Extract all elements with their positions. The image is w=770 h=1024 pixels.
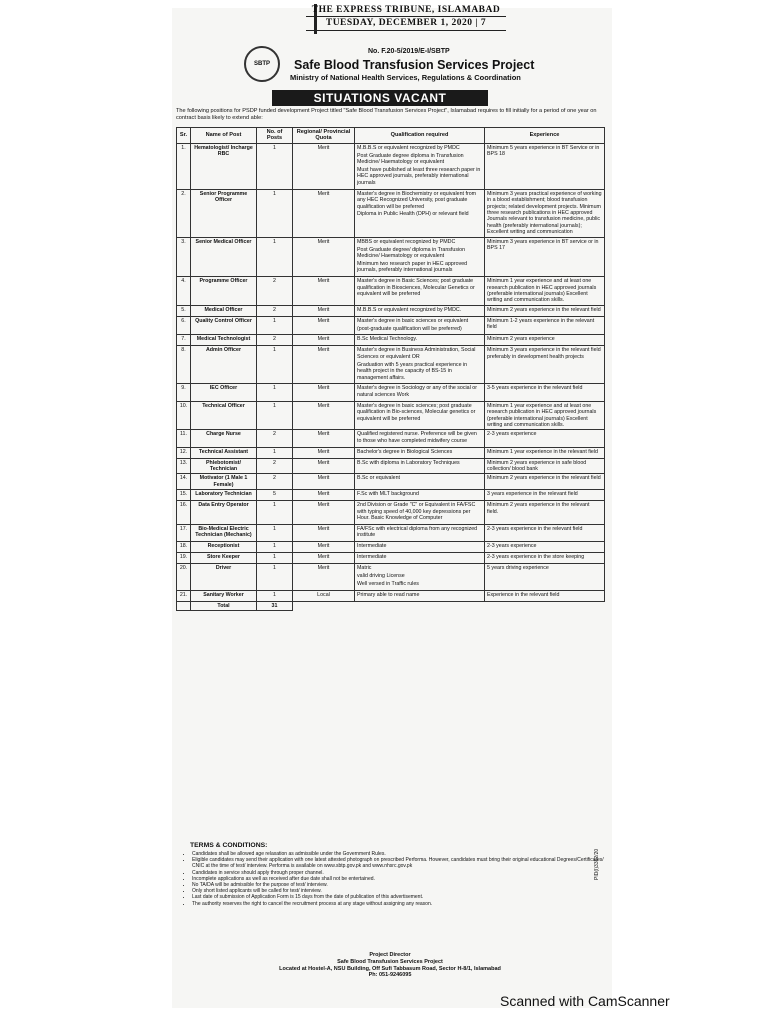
row-experience: Minimum 2 years experience in safe blood collection/ blood bank [485,458,605,474]
row-quota: Merit [293,277,355,306]
qualification-line: MBBS or equivalent recognized by PMDC [357,238,456,245]
qualification-line: 2nd Division or Grade "C" or Equivalent in FA/FSC with typing speed of 40,000 key depressions per Hour. Basic Knowledge of Computer [357,502,476,521]
publication-date: TUESDAY, DECEMBER 1, 2020 | 7 [325,18,487,28]
qualification-line: Qualified registered nurse. Preference will be given to those who have completed midwifery course [357,431,477,444]
row-quota: Merit [293,542,355,553]
term-item: • Candidates in service should apply through proper channel. [192,870,610,876]
row-quota: Merit [293,316,355,335]
row-experience: 2-3 years experience [485,542,605,553]
row-post-name: Motivator (1 Male 1 Female) [191,474,257,490]
col-header-quota: Regional/ Provincial Quota [293,128,355,144]
pid-number: PID(I)3362/20 [594,848,600,880]
row-post-name: Hematologist/ Incharge RBC [191,143,257,189]
row-qualification [355,501,485,525]
situations-vacant-banner: SITUATIONS VACANT [272,90,488,106]
total-label: Total [191,601,257,610]
terms-title: TERMS & CONDITIONS: [190,842,268,849]
row-posts: 1 [257,553,293,564]
row-qualification [355,401,485,430]
row-quota: Merit [293,430,355,447]
row-experience: Minimum 2 years experience [485,335,605,346]
row-post-name: Medical Officer [191,305,257,316]
footer-address: Located at Hostel-A, NSU Building, Off Sufi Tabbasum Road, Sector H-8/1, Islamabad [279,965,501,972]
footer-phone: Ph: 051-9246095 [368,972,412,979]
row-sr: 21. [177,590,191,601]
row-posts: 2 [257,430,293,447]
row-posts: 1 [257,189,293,237]
row-experience: 5 years driving experience [485,563,605,590]
row-qualification [355,553,485,564]
row-post-name: Driver [191,563,257,590]
row-quota: Merit [293,447,355,458]
row-qualification [355,430,485,447]
table-row [177,143,605,189]
row-quota: Merit [293,553,355,564]
row-post-name: Receptionist [191,542,257,553]
row-post-name: Medical Technologist [191,335,257,346]
qualification-line: Post Graduate degree/ diploma in Transfusion Medicine/ Haematology or equivalent [357,246,466,259]
row-sr: 1. [177,143,191,189]
row-experience: 3 years experience in the relevant field [485,490,605,501]
row-experience: 2-3 years experience in the relevant field [485,524,605,541]
table-row [177,346,605,384]
row-qualification [355,143,485,189]
row-qualification [355,237,485,277]
row-posts: 1 [257,447,293,458]
qualification-line: Matric [357,564,372,571]
row-experience: Minimum 3 years practical experience of working in a blood establishment; blood transfusion projects; related development projects. Minimum three research publications in HEC approved Journals relevant to transfusion medicine, public health (preferably international journals); Excellent writing and communication [485,189,605,237]
row-post-name: Senior Medical Officer [191,237,257,277]
row-posts: 1 [257,590,293,601]
row-qualification [355,277,485,306]
row-quota: Merit [293,237,355,277]
row-sr: 4. [177,277,191,306]
qualification-line: Intermediate [357,554,387,561]
row-qualification [355,524,485,541]
table-row [177,553,605,564]
row-post-name: Charge Nurse [191,430,257,447]
row-experience: Minimum 2 years experience in the relevant field [485,474,605,490]
row-experience: Minimum 1 year experience and at least one research publication in HEC approved journals (preferable international journals) Excellent writing and communication skills. [485,277,605,306]
row-quota: Merit [293,490,355,501]
col-header-experience: Experience [485,128,605,144]
table-row [177,524,605,541]
row-sr: 7. [177,335,191,346]
row-qualification [355,335,485,346]
row-post-name: Store Keeper [191,553,257,564]
qualification-line: B.Sc or equivalent [357,475,400,482]
row-sr: 10. [177,401,191,430]
row-quota: Merit [293,143,355,189]
qualification-line: valid driving License [357,572,405,579]
row-post-name: Programme Officer [191,277,257,306]
table-row [177,305,605,316]
row-quota: Merit [293,335,355,346]
row-posts: 1 [257,346,293,384]
row-qualification [355,590,485,601]
row-qualification [355,490,485,501]
row-posts: 2 [257,305,293,316]
row-experience: Minimum 1-2 years experience in the relevant field [485,316,605,335]
row-posts: 2 [257,335,293,346]
qualification-line: Master's degree in Biochemistry or equivalent from any HEC Recognized University, post graduate qualification will be preferred [357,190,477,210]
row-post-name: Technical Assistant [191,447,257,458]
table-row [177,237,605,277]
qualification-line: Well versed in Traffic rules [357,580,419,587]
row-sr: 19. [177,553,191,564]
table-row [177,458,605,474]
qualification-line: M.B.B.S or equivalent recognized by PMDC. [357,306,462,313]
row-posts: 1 [257,542,293,553]
row-post-name: Sanitary Worker [191,590,257,601]
row-experience: 2-3 years experience in the store keeping [485,553,605,564]
col-header-sr: Sr. [177,128,191,144]
footer-project: Safe Blood Transfusion Services Project [337,958,443,965]
total-row [177,601,605,610]
table-row [177,447,605,458]
row-post-name: Quality Control Officer [191,316,257,335]
row-post-name: Data Entry Operator [191,501,257,525]
sbtp-logo-icon: SBTP [244,46,280,82]
row-quota: Merit [293,524,355,541]
row-sr: 12. [177,447,191,458]
qualification-line: Master's degree in basic sciences or equivalent [357,317,469,324]
row-experience: Minimum 3 years experience in the relevant field preferably in development health projects [485,346,605,384]
row-post-name: Bio-Medical Electric Technician (Mechanic) [191,524,257,541]
row-qualification [355,346,485,384]
row-experience: Minimum 1 year experience and at least one research publication in HEC approved journals (preferable international journals) Excellent writing and communication skills. [485,401,605,430]
row-posts: 2 [257,458,293,474]
table-row [177,384,605,401]
qualification-line: Bachelor's degree in Biological Sciences [357,448,453,455]
table-row [177,490,605,501]
row-qualification [355,384,485,401]
row-sr: 2. [177,189,191,237]
row-experience: 3-5 years experience in the relevant field [485,384,605,401]
newspaper-name: THE EXPRESS TRIBUNE, ISLAMABAD [306,4,506,17]
row-sr: 16. [177,501,191,525]
row-posts: 1 [257,563,293,590]
row-posts: 2 [257,277,293,306]
footer-designation: Project Director [369,952,411,958]
col-header-posts: No. of Posts [257,128,293,144]
row-quota: Merit [293,384,355,401]
row-qualification [355,474,485,490]
qualification-line: Post Graduate degree diploma in Transfusion Medicine/ Haematology or equivalent [357,152,464,166]
table-row [177,189,605,237]
qualification-line: FA/FSc with electrical diploma from any recognized institute [357,525,478,539]
row-experience: 2-3 years experience [485,430,605,447]
row-sr: 17. [177,524,191,541]
qualification-line: Master's degree in basic sciences; post graduate qualification in Bio-sciences, Molecular genetics or equivalent will be preferred [357,402,476,422]
table-row [177,542,605,553]
table-row [177,277,605,306]
masthead [306,4,506,31]
qualification-line: Graduation with 5 years practical experience in health project in the capacity of BS-15 in management affairs. [357,361,468,381]
row-experience: Experience in the relevant field [485,590,605,601]
ministry-name: Ministry of National Health Services, Regulations & Coordination [290,73,521,82]
row-post-name: Laboratory Technician [191,490,257,501]
row-sr: 3. [177,237,191,277]
row-post-name: Phlebotomist/ Technician [191,458,257,474]
total-value: 31 [257,601,293,610]
row-experience: Minimum 5 years experience in BT Service or in BPS 18 [485,143,605,189]
qualification-line: Master's degree in Sociology or any of the social or natural sciences Work [357,385,477,398]
qualification-line: Intermediate [357,543,387,550]
row-posts: 1 [257,316,293,335]
row-sr: 14. [177,474,191,490]
row-posts: 1 [257,143,293,189]
term-item: • Incomplete applications as well as received after due date shall not be entertained. [192,876,610,882]
table-header-row [177,128,605,144]
table-row [177,501,605,525]
row-qualification [355,305,485,316]
positions-table [176,127,605,611]
row-qualification [355,316,485,335]
row-experience: Minimum 1 year experience in the relevant field [485,447,605,458]
row-posts: 5 [257,490,293,501]
terms-list [184,848,610,907]
row-sr: 9. [177,384,191,401]
qualification-line: Master's degree in Basic Sciences; post graduate qualification in Biosciences, Molecular Genetics or equivalent will be preferred [357,278,475,297]
qualification-line: F.Sc with MLT background [357,491,419,498]
qualification-line: Diploma in Public Health (DPH) or relevant field [357,211,469,218]
row-post-name: Technical Officer [191,401,257,430]
camscanner-watermark: Scanned with CamScanner [500,993,670,1009]
row-post-name: IEC Officer [191,384,257,401]
row-sr: 5. [177,305,191,316]
qualification-line: Primary able to read name [357,591,420,598]
row-quota: Merit [293,501,355,525]
row-posts: 1 [257,237,293,277]
qualification-line: Master's degree in Business Administration, Social Sciences or equivalent OR [357,347,476,360]
row-post-name: Admin Officer [191,346,257,384]
row-sr: 18. [177,542,191,553]
row-quota: Local [293,590,355,601]
row-posts: 1 [257,524,293,541]
row-sr: 11. [177,430,191,447]
term-item: • Candidates shall be allowed age relaxation as admissible under the Government Rules. [192,851,610,857]
row-sr: 6. [177,316,191,335]
row-experience: Minimum 2 years experience in the relevant field. [485,501,605,525]
advert-number: No. F.20-5/2019/E-I/SBTP [368,48,450,55]
intro-paragraph: The following positions for PSDP funded development Project titled "Safe Blood Transfusion Services Project", Islamabad requires to fill initially for a period of one year on contract basis likely to extend able: [176,108,597,121]
term-item: • No TA/DA will be admissible for the purpose of test/ interview. [192,882,610,888]
table-row [177,335,605,346]
row-posts: 2 [257,474,293,490]
term-item: • Only short listed applicants will be called for test/ interview. [192,888,610,894]
term-item: • Eligible candidates may send their application with one latest attested photograph on prescribed Performa. However, candidates must bring their original educational Degrees/Certificates/ CNIC at the time of test/ interview. Performa is available on www.sbtp.gov.pk and www.nhsrc.gov.pk [192,857,610,869]
row-qualification [355,189,485,237]
row-sr: 13. [177,458,191,474]
term-item: • The authority reserves the right to cancel the recruitment process at any stage without assigning any reason. [192,901,610,907]
row-posts: 1 [257,401,293,430]
col-header-name: Name of Post [191,128,257,144]
row-quota: Merit [293,305,355,316]
table-row [177,474,605,490]
row-post-name: Senior Programme Officer [191,189,257,237]
qualification-line: (post-graduate qualification will be preferred) [357,325,462,332]
row-experience: Minimum 2 years experience in the relevant field [485,305,605,316]
row-sr: 8. [177,346,191,384]
table-row [177,430,605,447]
row-qualification [355,542,485,553]
table-row [177,563,605,590]
row-experience: Minimum 3 years experience in BT service or in BPS 17 [485,237,605,277]
project-title: Safe Blood Transfusion Services Project [294,58,535,72]
qualification-line: B.Sc with diploma in Laboratory Techniques [357,459,460,466]
row-posts: 1 [257,384,293,401]
row-sr: 20. [177,563,191,590]
table-row [177,590,605,601]
qualification-line: M.B.B.S or equivalent recognized by PMDC [357,144,460,151]
term-item: • Last date of submission of Application Form is 15 days from the date of publication of this advertisement. [192,894,610,900]
row-posts: 1 [257,501,293,525]
row-quota: Merit [293,346,355,384]
col-header-qualification: Qualification required [355,128,485,144]
row-sr: 15. [177,490,191,501]
row-quota: Merit [293,189,355,237]
table-row [177,316,605,335]
row-qualification [355,563,485,590]
row-qualification [355,458,485,474]
row-quota: Merit [293,401,355,430]
row-quota: Merit [293,563,355,590]
table-row [177,401,605,430]
advert-footer [240,952,540,979]
row-quota: Merit [293,458,355,474]
qualification-line: Minimum two research paper in HEC approved journals, preferably international journals [357,260,468,274]
qualification-line: Must have published at least three research paper in HEC approved journals, preferably international journals [357,167,481,186]
qualification-line: B.Sc Medical Technology. [357,336,418,343]
row-quota: Merit [293,474,355,490]
row-qualification [355,447,485,458]
